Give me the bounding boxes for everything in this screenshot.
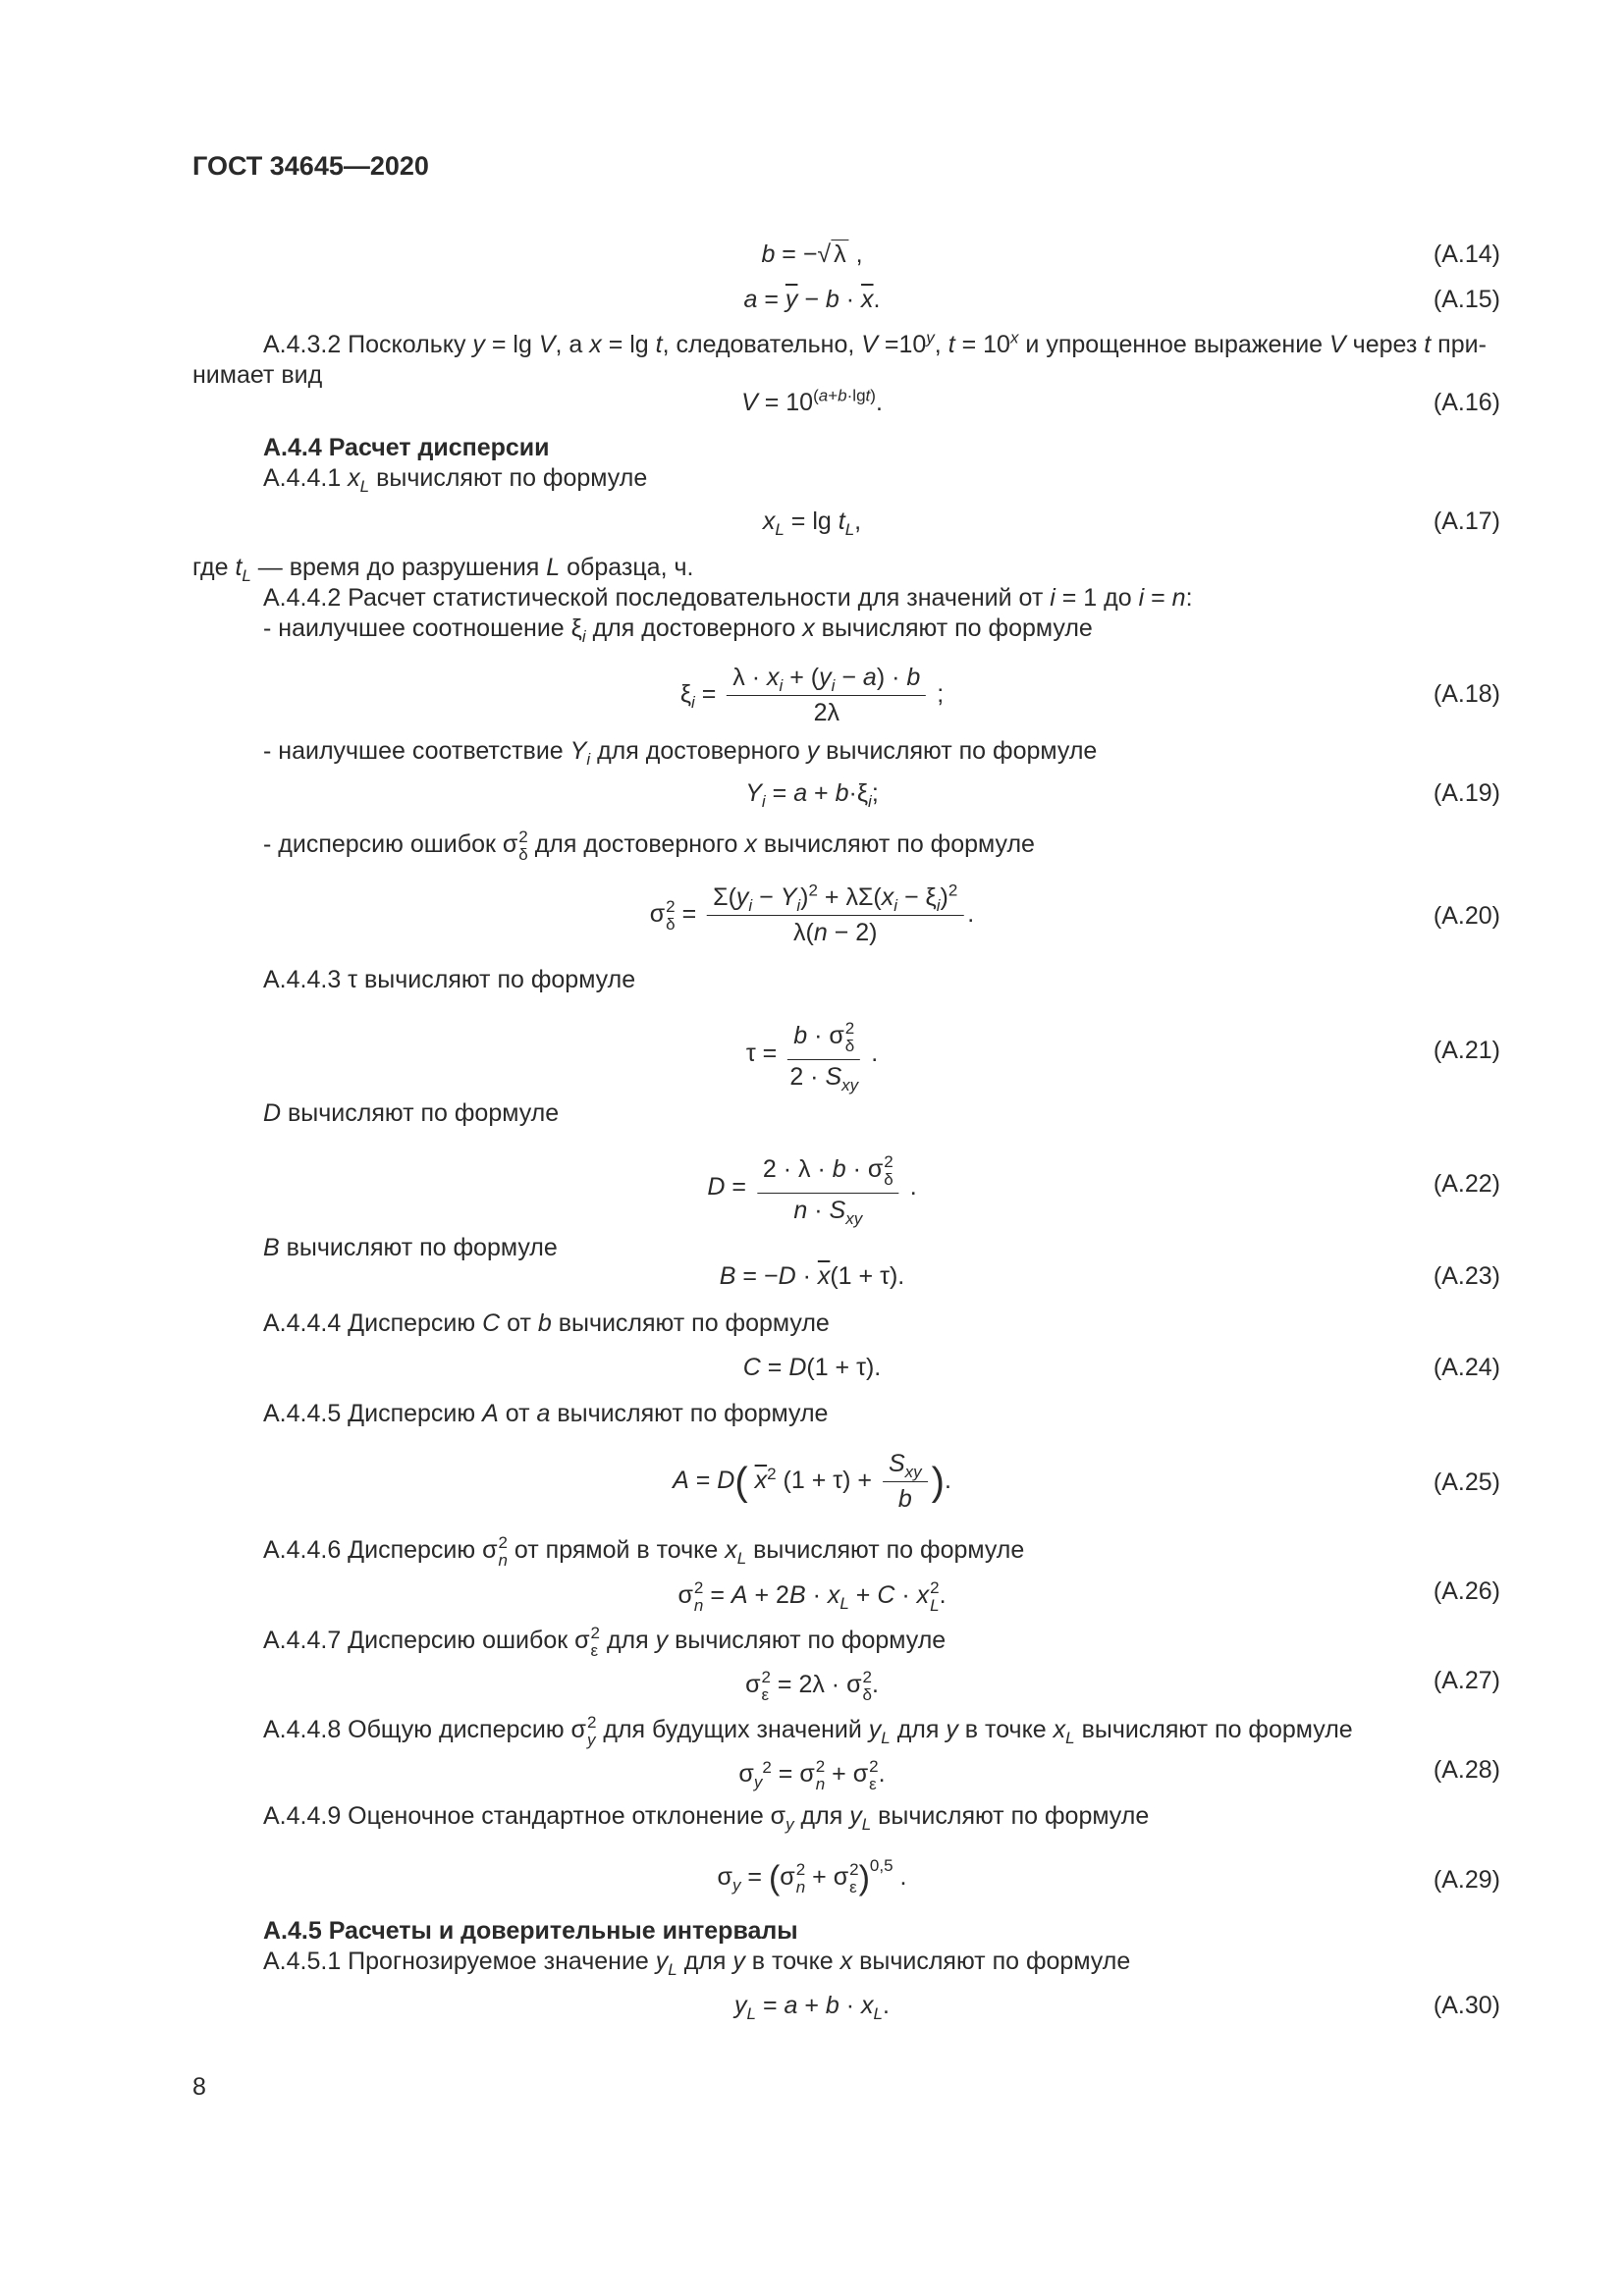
equation-a16 xyxy=(0,386,1624,416)
paragraph-a451: А.4.5.1 Прогнозируемое значение $y_L$ для y в точке x вычисляют по формуле xyxy=(263,1948,1131,1979)
equation-number: (А.18) xyxy=(1433,680,1500,708)
paragraph-a442: А.4.4.2 Расчет статистической последовательности для значений от i = 1 до i = n: xyxy=(263,584,1193,612)
paragraph-a441: А.4.4.1 $x_L$ вычисляют по формуле xyxy=(263,464,648,496)
equation-a20 xyxy=(0,881,1624,946)
paragraph-where: где $t_L$ — время до разрушения L образца, ч. xyxy=(192,554,694,585)
equation-number: (А.30) xyxy=(1433,1992,1500,2019)
equation-number: (А.26) xyxy=(1433,1577,1500,1605)
paragraph-a432-cont: нимает вид xyxy=(192,361,323,389)
equation-a25 xyxy=(0,1450,1624,1513)
equation-a26 xyxy=(0,1577,1624,1615)
equation-number: (А.28) xyxy=(1433,1756,1500,1784)
formula-a24: C = D(1 + τ). xyxy=(742,1354,882,1381)
equation-number: (А.23) xyxy=(1433,1262,1500,1290)
equation-a15 xyxy=(0,286,1624,313)
formula-a23: $B = -D \cdot \overline{x}(1 + \tau)$. xyxy=(719,1262,905,1290)
paragraph-a444: А.4.4.4 Дисперсию C от b вычисляют по формуле xyxy=(263,1309,830,1337)
formula-a28: $\sigma_y^2 = \sigma$ 2 n + σ 2 ε . xyxy=(738,1757,886,1793)
formula-a30: $y_L = a + b \cdot x_L$. xyxy=(734,1992,890,2023)
paragraph-a445: А.4.4.5 Дисперсию A от a вычисляют по формуле xyxy=(263,1400,829,1427)
paragraph-xi: - наилучшее соотношение $\xi_i$ для достоверного x вычисляют по формуле xyxy=(263,614,1093,646)
equation-a22 xyxy=(0,1152,1624,1228)
equation-number: (А.22) xyxy=(1433,1170,1500,1198)
equation-a17 xyxy=(0,507,1624,539)
paragraph-a432: А.4.3.2 Поскольку y = lg V, а x = lg t, следовательно, $V =10^y$, $t = 10^x$ и упрощенное выражение V через t при- xyxy=(263,328,1487,358)
equation-a30 xyxy=(0,1992,1624,2023)
formula-a21: τ = b · σ 2 δ $2 \cdot S_{xy}$ . xyxy=(745,1019,879,1095)
section-heading-a44: А.4.4 Расчет дисперсии xyxy=(263,434,550,461)
equation-a14 xyxy=(0,240,1624,268)
formula-a22: D = 2 · λ · b · σ 2 δ $n \cdot S_{xy}$ . xyxy=(707,1152,917,1228)
paragraph-Yi: - наилучшее соответствие $Y_i$ для достоверного y вычисляют по формуле xyxy=(263,737,1098,769)
equation-number: (А.29) xyxy=(1433,1866,1500,1894)
formula-a14: b = −√ λ , xyxy=(761,240,863,268)
paragraph-sigma-delta: - дисперсию ошибок σ 2 δ для достоверного x вычисляют по формуле xyxy=(263,828,1035,864)
equation-number: (А.21) xyxy=(1433,1037,1500,1064)
equation-number: (А.20) xyxy=(1433,902,1500,930)
formula-a26: σ 2 n = $A + 2B \cdot x_L + C \cdot x$ 2 L . xyxy=(677,1578,947,1615)
formula-a20: σ 2 δ = $\frac{\Sigma(y_i - Y_i)^2 + \lambda\Sigma(x_i - \xi_i)^2}{\lambda(n - 2)}$ . xyxy=(649,881,975,946)
section-heading-a45: А.4.5 Расчеты и доверительные интервалы xyxy=(263,1917,798,1945)
equation-a18 xyxy=(0,664,1624,726)
equation-a19 xyxy=(0,779,1624,811)
formula-a18: $\xi_i$ = $\frac{\lambda \cdot x_i + (y_i - a) \cdot b}{2\lambda}$ ; xyxy=(679,664,945,726)
equation-number: (А.24) xyxy=(1433,1354,1500,1381)
paragraph-a443: А.4.4.3 τ вычисляют по формуле xyxy=(263,966,636,993)
paragraph-a447: А.4.4.7 Дисперсию ошибок σ 2 ε для y вычисляют по формуле xyxy=(263,1624,947,1660)
equation-a21 xyxy=(0,1019,1624,1095)
equation-number: (А.17) xyxy=(1433,507,1500,535)
equation-number: (А.19) xyxy=(1433,779,1500,807)
formula-a15: $a = \overline{y} - b \cdot \overline{x}$. xyxy=(743,286,881,313)
equation-a24 xyxy=(0,1354,1624,1381)
document-header: ГОСТ 34645—2020 xyxy=(192,151,429,181)
equation-number: (А.27) xyxy=(1433,1667,1500,1694)
formula-a29: $\sigma_y = (\sigma$ 2 n + σ 2 ε )$^{0,5}$ . xyxy=(717,1856,907,1897)
paragraph-a449: А.4.4.9 Оценочное стандартное отклонение $\sigma_y$ для $y_L$ вычисляют по формуле xyxy=(263,1802,1150,1834)
equation-a29 xyxy=(0,1856,1624,1897)
paragraph-D: D вычисляют по формуле xyxy=(263,1099,560,1127)
page-number: 8 xyxy=(192,2073,206,2101)
equation-number: (А.25) xyxy=(1433,1468,1500,1496)
paragraph-a446: А.4.4.6 Дисперсию σ 2 n от прямой в точке $x_L$ вычисляют по формуле xyxy=(263,1533,1025,1570)
equation-number: (А.15) xyxy=(1433,286,1500,313)
formula-a27: σ 2 ε = 2λ · σ 2 δ . xyxy=(745,1668,879,1704)
paragraph-B: B вычисляют по формуле xyxy=(263,1234,558,1261)
equation-a28 xyxy=(0,1756,1624,1793)
formula-a17: $x_L = \lg t_L$, xyxy=(762,507,862,539)
paragraph-a448: А.4.4.8 Общую дисперсию σ 2 y для будущих значений $y_L$ для y в точке $x_L$ вычисляют по формуле xyxy=(263,1713,1353,1749)
formula-a19: $Y_i = a + b\cdot\xi_i$; xyxy=(745,779,879,811)
equation-a23 xyxy=(0,1262,1624,1290)
equation-number: (А.16) xyxy=(1433,389,1500,416)
formula-a25: A = D( $\overline{x}^2$ (1 + τ) + $S_{xy}$ b ). xyxy=(673,1450,951,1513)
formula-a16: $V = 10^{(a+b\cdot lgt)}$. xyxy=(741,386,883,416)
equation-number: (А.14) xyxy=(1433,240,1500,268)
